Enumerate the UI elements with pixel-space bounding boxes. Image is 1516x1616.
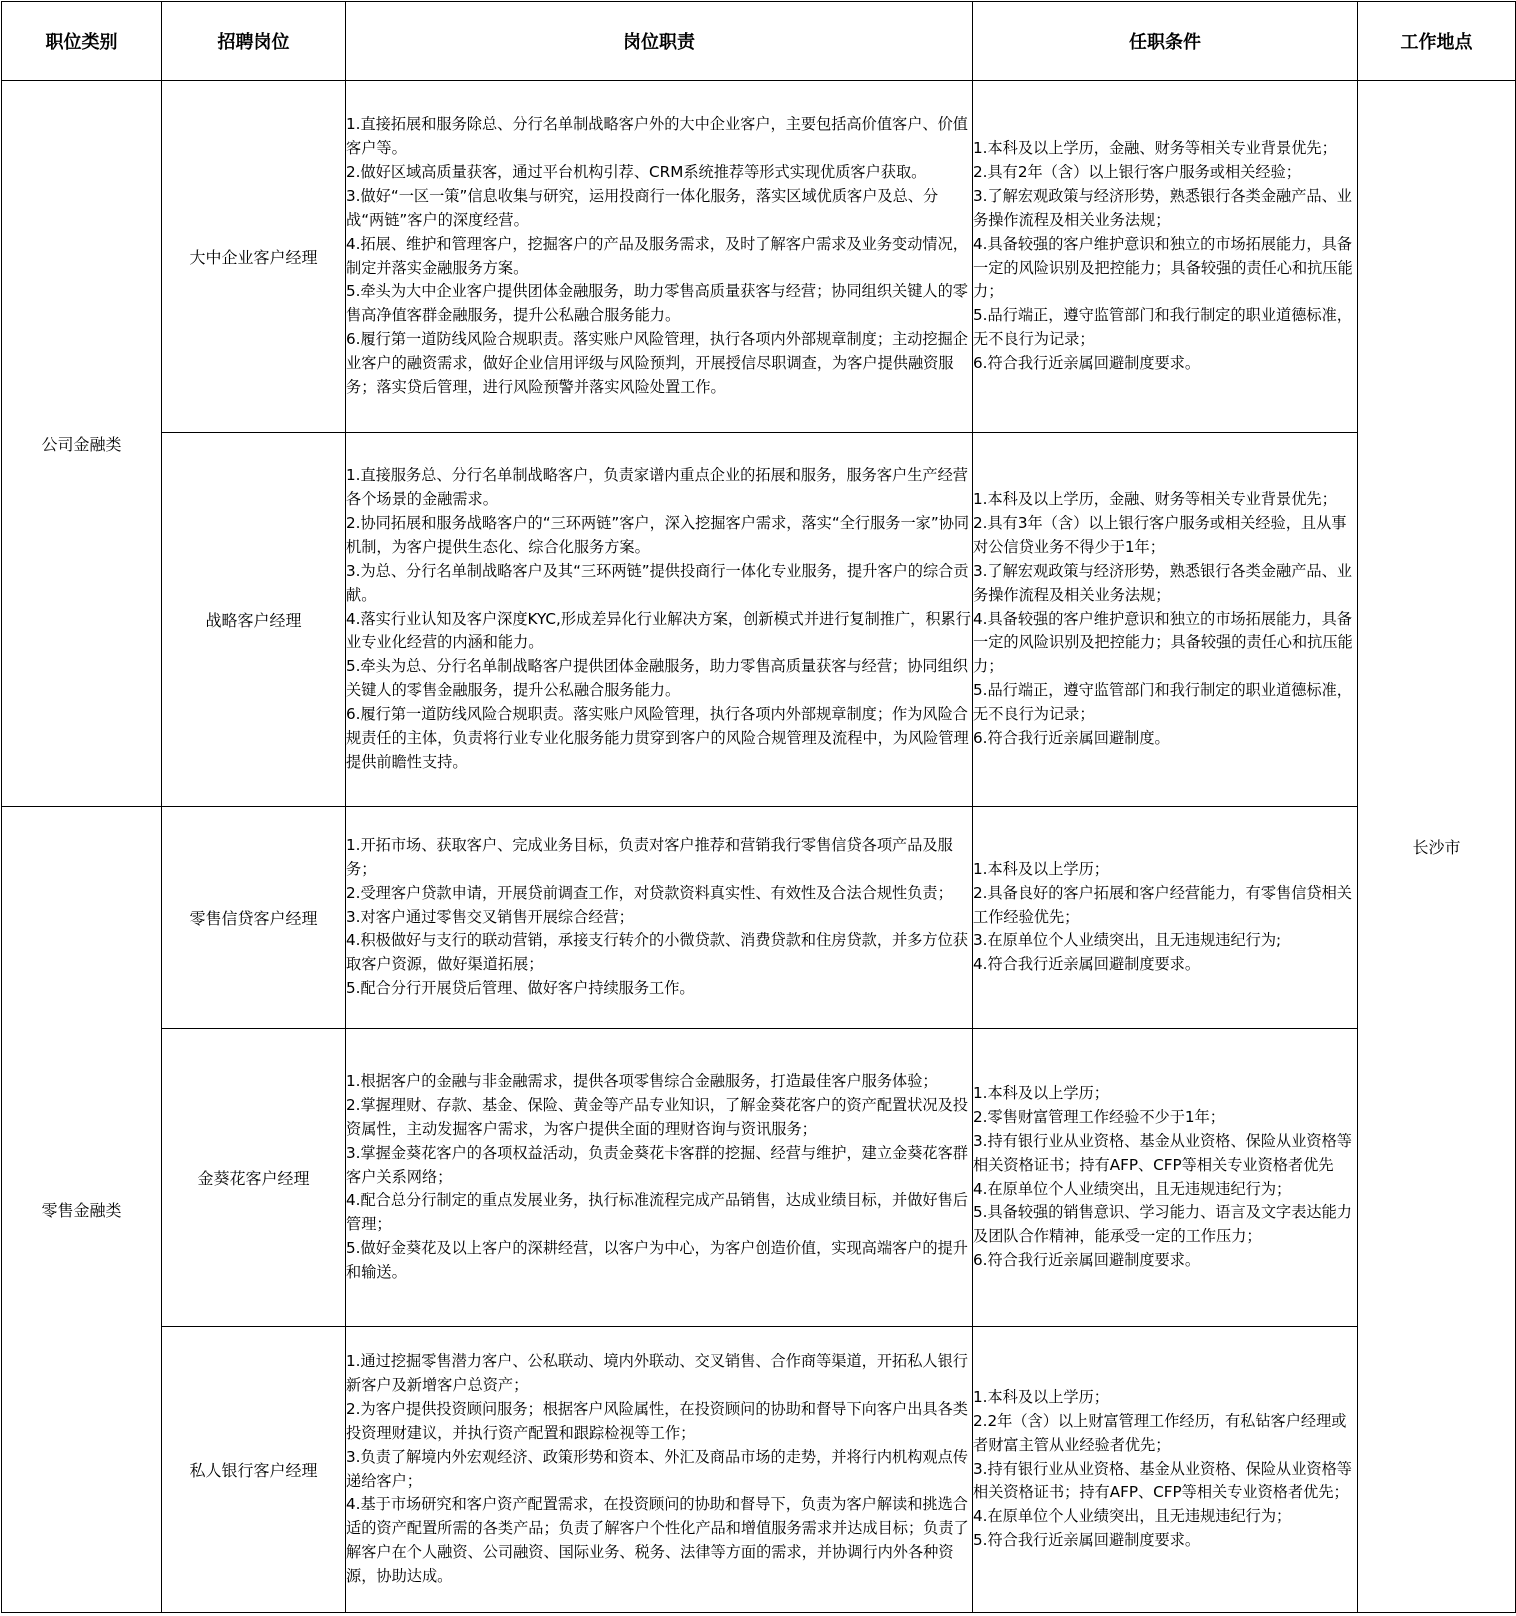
list-item: 3.对客户通过零售交叉销售开展综合经营；: [346, 907, 634, 926]
category-cell: 零售金融类: [2, 807, 162, 1613]
position-cell: 私人银行客户经理: [162, 1327, 346, 1613]
list-item: 1.开拓市场、获取客户、完成业务目标，负责对客户推荐和营销我行零售信贷各项产品及服务；: [346, 835, 953, 878]
table-row: [2, 1327, 1516, 1613]
list-item: 2.受理客户贷款申请，开展贷前调查工作，对贷款资料真实性、有效性及合法合规性负责；: [346, 883, 953, 902]
header-category: 职位类别: [2, 2, 162, 81]
requirements-cell: [973, 433, 1358, 807]
list-item: 4.在原单位个人业绩突出，且无违规违纪行为；: [973, 1179, 1292, 1198]
list-item: 4.拓展、维护和管理客户，挖掘客户的产品及服务需求，及时了解客户需求及业务变动情况，制定并落实金融服务方案。: [346, 234, 968, 277]
list-item: 3.在原单位个人业绩突出，且无违规违纪行为;: [973, 931, 1282, 950]
list-item: 1.本科及以上学历；: [973, 1083, 1109, 1102]
list-item: 6.符合我行近亲属回避制度要求。: [973, 354, 1201, 373]
requirements-cell: [973, 1327, 1358, 1613]
list-item: 2.2年（含）以上财富管理工作经历，有私钻客户经理或者财富主管从业经验者优先；: [973, 1411, 1347, 1454]
list-item: 5.品行端正，遵守监管部门和我行制定的职业道德标准，无不良行为记录；: [973, 681, 1352, 724]
duties-cell: [346, 81, 973, 433]
list-item: 6.符合我行近亲属回避制度要求。: [973, 1251, 1201, 1270]
position-cell: 零售信贷客户经理: [162, 807, 346, 1029]
list-item: 5.牵头为总、分行名单制战略客户提供团体金融服务，助力零售高质量获客与经营；协同组织关键人的零售金融服务，提升公私融合服务能力。: [346, 657, 968, 700]
location-cell: 长沙市: [1358, 81, 1516, 1613]
list-item: 1.本科及以上学历，金融、财务等相关专业背景优先；: [973, 490, 1337, 509]
list-item: 2.做好区域高质量获客，通过平台机构引荐、CRM系统推荐等形式实现优质客户获取。: [346, 162, 927, 181]
table-row: [2, 81, 1516, 433]
list-item: 5.做好金葵花及以上客户的深耕经营，以客户为中心，为客户创造价值，实现高端客户的提升和输送。: [346, 1239, 968, 1282]
list-item: 4.落实行业认知及客户深度KYC,形成差异化行业解决方案，创新模式并进行复制推广，积累行业专业化经营的内涵和能力。: [346, 609, 971, 652]
list-item: 4.配合总分行制定的重点发展业务，执行标准流程完成产品销售，达成业绩目标，并做好售后管理；: [346, 1191, 968, 1234]
list-item: 3.掌握金葵花客户的各项权益活动，负责金葵花卡客群的挖掘、经营与维护，建立金葵花客群客户关系网络；: [346, 1143, 968, 1186]
position-cell: 金葵花客户经理: [162, 1029, 346, 1327]
duties-cell: [346, 807, 973, 1029]
list-item: 2.具有3年（含）以上银行客户服务或相关经验，且从事对公信贷业务不得少于1年；: [973, 513, 1347, 556]
list-item: 4.符合我行近亲属回避制度要求。: [973, 955, 1201, 974]
list-item: 5.品行端正，遵守监管部门和我行制定的职业道德标准，无不良行为记录；: [973, 306, 1352, 349]
list-item: 4.在原单位个人业绩突出，且无违规违纪行为；: [973, 1507, 1292, 1526]
list-item: 1.直接服务总、分行名单制战略客户，负责家谱内重点企业的拓展和服务，服务客户生产经营各个场景的金融需求。: [346, 466, 968, 509]
recruitment-table: [1, 1, 1516, 1613]
list-item: 3.为总、分行名单制战略客户及其“三环两链”提供投商行一体化专业服务，提升客户的综合贡献。: [346, 561, 969, 604]
list-item: 5.具备较强的销售意识、学习能力、语言及文字表达能力及团队合作精神，能承受一定的工作压力；: [973, 1203, 1352, 1246]
duties-cell: [346, 1029, 973, 1327]
list-item: 4.具备较强的客户维护意识和独立的市场拓展能力，具备一定的风险识别及把控能力；具备较强的责任心和抗压能力；: [973, 234, 1353, 301]
list-item: 1.本科及以上学历，金融、财务等相关专业背景优先；: [973, 138, 1337, 157]
list-item: 5.牵头为大中企业客户提供团体金融服务，助力零售高质量获客与经营；协同组织关键人的零售高净值客群金融服务，提升公私融合服务能力。: [346, 282, 968, 325]
list-item: 6.履行第一道防线风险合规职责。落实账户风险管理，执行各项内外部规章制度；主动挖掘企业客户的融资需求，做好企业信用评级与风险预判，开展授信尽职调查，为客户提供融资服务；落实贷后管理，进行风险预警并落实风险处置工作。: [346, 330, 968, 397]
list-item: 3.做好“一区一策”信息收集与研究，运用投商行一体化服务，落实区域优质客户及总、分战“两链”客户的深度经营。: [346, 186, 939, 229]
header-requirements: 任职条件: [973, 2, 1358, 81]
list-item: 1.本科及以上学历；: [973, 1387, 1109, 1406]
list-item: 2.协同拓展和服务战略客户的“三环两链”客户，深入挖掘客户需求，落实“全行服务一家”协同机制，为客户提供生态化、综合化服务方案。: [346, 513, 970, 556]
list-item: 2.零售财富管理工作经验不少于1年；: [973, 1107, 1225, 1126]
list-item: 1.根据客户的金融与非金融需求，提供各项零售综合金融服务，打造最佳客户服务体验；: [346, 1071, 938, 1090]
list-item: 6.符合我行近亲属回避制度。: [973, 729, 1170, 748]
list-item: 3.负责了解境内外宏观经济、政策形势和资本、外汇及商品市场的走势，并将行内机构观点传递给客户；: [346, 1447, 968, 1490]
list-item: 4.具备较强的客户维护意识和独立的市场拓展能力，具备一定的风险识别及把控能力；具备较强的责任心和抗压能力；: [973, 609, 1353, 676]
list-item: 6.履行第一道防线风险合规职责。落实账户风险管理，执行各项内外部规章制度；作为风险合规责任的主体，负责将行业专业化服务能力贯穿到客户的风险合规管理及流程中，为风险管理提供前瞻性支持。: [346, 705, 969, 771]
list-item: 3.持有银行业从业资格、基金从业资格、保险从业资格等相关资格证书；持有AFP、CFP等相关专业资格者优先；: [973, 1459, 1352, 1502]
requirements-cell: [973, 807, 1358, 1029]
list-item: 1.直接拓展和服务除总、分行名单制战略客户外的大中企业客户，主要包括高价值客户、价值客户等。: [346, 115, 968, 157]
list-item: 3.了解宏观政策与经济形势，熟悉银行各类金融产品、业务操作流程及相关业务法规；: [973, 561, 1352, 604]
list-item: 2.掌握理财、存款、基金、保险、黄金等产品专业知识，了解金葵花客户的资产配置状况及投资属性，主动发掘客户需求，为客户提供全面的理财咨询与资讯服务；: [346, 1095, 968, 1138]
list-item: 2.为客户提供投资顾问服务；根据客户风险属性，在投资顾问的协助和督导下向客户出具各类投资理财建议，并执行资产配置和跟踪检视等工作；: [346, 1399, 968, 1442]
list-item: 3.了解宏观政策与经济形势，熟悉银行各类金融产品、业务操作流程及相关业务法规；: [973, 186, 1352, 229]
duties-cell: [346, 1327, 973, 1613]
position-cell: 大中企业客户经理: [162, 81, 346, 433]
list-item: 4.基于市场研究和客户资产配置需求，在投资顾问的协助和督导下，负责为客户解读和挑选合适的资产配置所需的各类产品；负责了解客户个性化产品和增值服务需求并达成目标；负责了解客户在个人融资、公司融资、国际业务、税务、法律等方面的需求，并协调行内外各种资源，协助达成。: [346, 1495, 969, 1586]
list-item: 2.具备良好的客户拓展和客户经营能力，有零售信贷相关工作经验优先；: [973, 883, 1352, 926]
duties-cell: [346, 433, 973, 807]
table-row: [2, 807, 1516, 1029]
category-cell: 公司金融类: [2, 81, 162, 807]
table-row: [2, 433, 1516, 807]
list-item: 1.通过挖掘零售潜力客户、公私联动、境内外联动、交叉销售、合作商等渠道，开拓私人银行新客户及新增客户总资产；: [346, 1351, 968, 1394]
position-cell: 战略客户经理: [162, 433, 346, 807]
header-position: 招聘岗位: [162, 2, 346, 81]
list-item: 5.符合我行近亲属回避制度要求。: [973, 1531, 1201, 1550]
list-item: 2.具有2年（含）以上银行客户服务或相关经验；: [973, 162, 1301, 181]
list-item: 1.本科及以上学历；: [973, 859, 1109, 878]
list-item: 3.持有银行业从业资格、基金从业资格、保险从业资格等相关资格证书；持有AFP、CFP等相关专业资格者优先: [973, 1131, 1352, 1174]
list-item: 4.积极做好与支行的联动营销，承接支行转介的小微贷款、消费贷款和住房贷款，并多方位获取客户资源，做好渠道拓展；: [346, 931, 968, 974]
header-duties: 岗位职责: [346, 2, 973, 81]
requirements-cell: [973, 1029, 1358, 1327]
header-location: 工作地点: [1358, 2, 1516, 81]
requirements-cell: [973, 81, 1358, 433]
table-row: [2, 1029, 1516, 1327]
header-row: [2, 2, 1516, 81]
list-item: 5.配合分行开展贷后管理、做好客户持续服务工作。: [346, 979, 695, 998]
